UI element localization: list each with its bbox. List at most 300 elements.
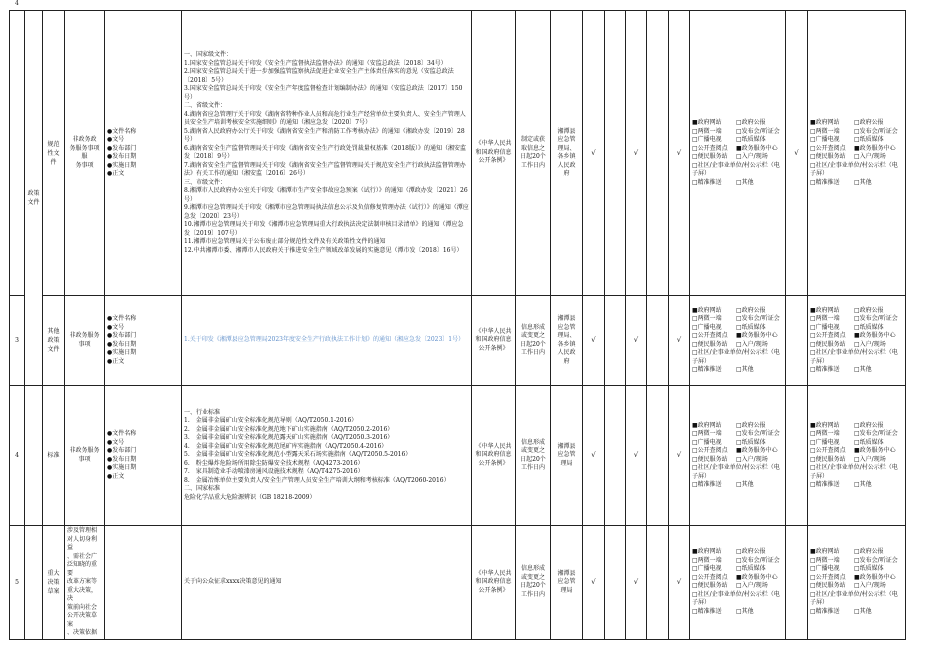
channel-option: □精准推送 — [810, 481, 840, 488]
channel-line — [810, 548, 903, 557]
channel-option: □发布会/听证会 — [736, 556, 780, 564]
check-cell: √ — [669, 296, 690, 386]
channel-option: ■政务服务中心 — [736, 447, 778, 454]
check-cell — [605, 11, 626, 296]
channels-cell — [808, 386, 906, 526]
channel-line — [810, 153, 903, 162]
channel-line — [810, 430, 903, 439]
content-cell — [182, 296, 472, 386]
basis-cell — [472, 526, 516, 640]
fields-cell — [105, 386, 182, 526]
content-line: 2.国家安全监管总局关于进一步加强监管监察执法促进企业安全生产主体责任落实的意见（安监总政法〔2018〕5号） — [184, 68, 454, 84]
agency-cell — [551, 296, 583, 386]
content-line: 1.国家安全监管总局关于印发《安全生产监督执法监督办法》的通知（安监总政法〔2018〕34号） — [184, 59, 447, 67]
cell-text: 湘潭县 应急管 理局 — [557, 442, 576, 467]
channel-option: □社区/企事业单位/村公示栏（电子屏） — [692, 349, 780, 365]
content-line: 7.湖南省安全生产监督管理局关于印发《湖南省安全生产监督管理局关于规范安全生产行政执法监督管理办法》有关工作的通知（湘安监〔2016〕26号） — [184, 161, 466, 177]
table-row — [10, 11, 906, 296]
channel-line — [692, 456, 783, 465]
channels-cell — [690, 296, 786, 386]
channel-line — [692, 565, 783, 574]
content-line: 三、市级文件： — [184, 178, 227, 186]
content-line: 3. 金属非金属矿山安全标准化规范露天矿山实施指南（AQ/T2050.3-2016） — [184, 434, 394, 442]
channel-option: □其他 — [736, 481, 754, 488]
channel-option: □两微一端 — [810, 127, 840, 135]
channel-line — [810, 591, 903, 608]
content-line: 一、行业标准 — [184, 408, 221, 416]
channel-option: □广播电视 — [810, 323, 840, 331]
channel-line — [810, 447, 903, 456]
channel-option: □便民服务站 — [692, 340, 728, 348]
channel-line — [810, 557, 903, 566]
channel-option: □纸质媒体 — [736, 438, 766, 446]
channel-option: □政府公报 — [736, 421, 766, 429]
channel-option: □其他 — [854, 178, 872, 186]
cell-text: 涉及管理相对人切身利益 、需社会广泛知晓的重要 改革方案等重大决策，决 策前向社会公开决策草案 、决策依据 — [67, 527, 98, 636]
field-item: ●发布部门 — [107, 332, 137, 339]
field-item: ●正文 — [107, 357, 125, 365]
channel-option: □纸质媒体 — [854, 136, 884, 143]
channel-line — [810, 481, 903, 490]
channel-option: ■政府网站 — [810, 119, 840, 126]
channel-option: □广播电视 — [692, 323, 722, 331]
channel-option: □两微一端 — [810, 315, 840, 322]
channel-line — [810, 439, 903, 448]
cell-text: 《中华人民共 和国政府信息 公开条例》 — [475, 140, 512, 165]
channel-option: ■政务服务中心 — [854, 144, 896, 152]
field-item: ●实施日期 — [107, 464, 137, 471]
channel-option: □其他 — [736, 366, 754, 373]
channel-option: □广播电视 — [692, 136, 722, 143]
content-line: 一、国家级文件： — [184, 51, 233, 58]
channel-option: □两微一端 — [692, 430, 722, 437]
channel-option: ■政府网站 — [692, 421, 722, 429]
channel-option: ■政务服务中心 — [854, 332, 896, 339]
category-cell — [25, 386, 43, 526]
channel-option: □入户/现场 — [736, 582, 768, 590]
channel-line — [692, 324, 783, 333]
check-cell — [647, 386, 669, 526]
check-cell: √ — [626, 11, 647, 296]
channel-line — [692, 591, 783, 608]
content-line: 1. 金属非金属矿山安全标准化规范导则（AQ/T2050.1-2016） — [184, 417, 358, 425]
channel-option: □两微一端 — [692, 315, 722, 322]
channel-line — [692, 128, 783, 137]
basis-cell — [472, 386, 516, 526]
channel-option: □入户/现场 — [854, 455, 886, 463]
element-cell — [65, 526, 105, 640]
field-item: ●文件名称 — [107, 430, 137, 437]
content-line: 2. 金属非金属矿山安全标准化规范地下矿山实施指南（AQ/T2050.2-2016） — [184, 425, 394, 433]
field-item: ●正文 — [107, 472, 125, 480]
cell-text: 制定或获 取信息之 日起20个 工作日内 — [520, 136, 546, 169]
channel-option: □精准推送 — [692, 481, 722, 488]
field-item: ●实施日期 — [107, 349, 137, 356]
content-line: 7. 家具制造业手动喷漆房通风设施技术规程（AQ/T4275-2016） — [184, 468, 364, 476]
timeline-cell — [516, 296, 551, 386]
fields-cell — [105, 296, 182, 386]
channel-line — [692, 179, 783, 188]
field-item: ●发布部门 — [107, 447, 137, 454]
third-check-cell: √ — [786, 11, 808, 296]
fields-cell — [105, 11, 182, 296]
channel-option: □纸质媒体 — [854, 438, 884, 446]
check-cell: √ — [626, 386, 647, 526]
channel-line — [810, 582, 903, 591]
channel-line — [692, 608, 783, 617]
content-line: 4. 金属非金属矿山安全标准化规范尾矿库实施指南（AQ/T2050.4-2016） — [184, 442, 388, 450]
cell-text: 其他 政策 文件 — [47, 328, 60, 353]
cell-text: 信息形成 或变更之 日起20个 工作日内 — [520, 565, 546, 598]
channel-option: □入户/现场 — [736, 340, 768, 348]
channel-option: ■政府网站 — [692, 306, 722, 314]
check-cell: √ — [626, 526, 647, 640]
channels-cell — [808, 11, 906, 296]
channel-option: □公开查阅点 — [810, 332, 846, 339]
channel-option: □社区/企事业单位/村公示栏（电子屏） — [692, 161, 780, 177]
channel-option: ■政务服务中心 — [736, 332, 778, 339]
element-cell — [65, 11, 105, 296]
channel-option: □两微一端 — [810, 556, 840, 564]
channel-option: □入户/现场 — [736, 455, 768, 463]
channel-option: □社区/企事业单位/村公示栏（电子屏） — [692, 590, 780, 607]
field-item: ●发布日期 — [107, 153, 137, 160]
channel-line — [810, 341, 903, 350]
channel-option: □精准推送 — [692, 607, 722, 615]
channel-line — [810, 128, 903, 137]
subject-cell — [43, 11, 65, 296]
channel-option: □政府公报 — [736, 548, 766, 556]
third-check-cell — [786, 296, 808, 386]
channel-line — [692, 307, 783, 316]
channel-option: □便民服务站 — [810, 455, 846, 463]
agency-cell — [551, 526, 583, 640]
content-line: 3.国家安全监管总局关于印发《安全生产年度监督检查计划编制办法》的通知（安监总政法〔2017〕150号） — [184, 85, 463, 101]
channel-line — [810, 324, 903, 333]
channel-option: □纸质媒体 — [736, 565, 766, 573]
content-line: 5.湖南省人民政府办公厅关于印发《湖南省安全生产和消防工作考核办法》的通知（湘政办发〔2019〕28号） — [184, 127, 465, 143]
channel-option: □入户/现场 — [854, 340, 886, 348]
cell-text: 湘潭县 应急管 理局 — [557, 569, 576, 594]
third-check-cell — [786, 526, 808, 640]
channel-option: □广播电视 — [692, 565, 722, 573]
channel-line — [810, 136, 903, 145]
cell-text: 非政务服务 事项 — [69, 332, 100, 348]
channel-option: ■政务服务中心 — [854, 573, 896, 581]
channel-option: □公开查阅点 — [810, 447, 846, 454]
channel-line — [692, 574, 783, 583]
check-cell: √ — [583, 296, 605, 386]
channel-line — [692, 349, 783, 366]
table-row — [10, 296, 906, 386]
row-index: 4 — [10, 386, 25, 526]
channel-option: □广播电视 — [692, 438, 722, 446]
channel-line — [692, 439, 783, 448]
channels-cell — [808, 526, 906, 640]
channel-option: ■政府网站 — [692, 119, 722, 126]
channel-line — [692, 366, 783, 375]
channel-option: ■政务服务中心 — [854, 447, 896, 454]
cell-text: 规范 性文 件 — [47, 140, 60, 166]
field-item: ●文件名称 — [107, 127, 137, 135]
element-cell — [65, 296, 105, 386]
subject-cell — [43, 296, 65, 386]
channel-line — [810, 608, 903, 617]
channel-option: ■政府网站 — [810, 306, 840, 314]
channel-option: □入户/现场 — [854, 582, 886, 590]
channel-option: ■政府网站 — [810, 421, 840, 429]
check-cell: √ — [669, 386, 690, 526]
basis-cell — [472, 11, 516, 296]
field-item: ●文号 — [107, 136, 125, 143]
check-cell — [605, 526, 626, 640]
channel-option: □发布会/听证会 — [736, 127, 780, 135]
channels-cell — [808, 296, 906, 386]
channel-option: □入户/现场 — [736, 153, 768, 160]
field-item: ●文件名称 — [107, 315, 137, 322]
check-cell — [605, 386, 626, 526]
channel-option: □纸质媒体 — [736, 323, 766, 331]
channel-option: □社区/企事业单位/村公示栏（电子屏） — [810, 590, 898, 607]
channel-line — [810, 332, 903, 341]
channel-option: □两微一端 — [692, 127, 722, 135]
content-line: 8.湘潭市人民政府办公室关于印发《湘潭市生产安全事故应急预案（试行）》的通知（潭政办发〔2021〕26号） — [184, 187, 468, 203]
channel-line — [692, 422, 783, 431]
channel-line — [692, 582, 783, 591]
timeline-cell — [516, 386, 551, 526]
channel-line — [692, 430, 783, 439]
channel-option: □精准推送 — [810, 366, 840, 373]
channel-option: □政府公报 — [854, 421, 884, 429]
channels-cell — [690, 386, 786, 526]
basis-cell — [472, 296, 516, 386]
channel-option: □政府公报 — [854, 119, 884, 126]
channel-option: □发布会/听证会 — [854, 127, 898, 135]
channel-line — [810, 574, 903, 583]
channel-option: □精准推送 — [810, 607, 840, 615]
channel-option: ■政务服务中心 — [736, 144, 778, 152]
cell-text: 湘潭县 应急管 理局、 各乡镇 人民政 府 — [557, 127, 576, 177]
element-cell — [65, 386, 105, 526]
channels-cell — [690, 526, 786, 640]
content-cell — [182, 11, 472, 296]
channel-option: □精准推送 — [692, 366, 722, 373]
channel-line — [692, 315, 783, 324]
channel-option: □便民服务站 — [692, 153, 728, 160]
channel-line — [810, 119, 903, 128]
channel-line — [810, 349, 903, 366]
channel-option: □纸质媒体 — [736, 136, 766, 143]
channel-option: ■政府网站 — [692, 548, 722, 556]
channel-option: □公开查阅点 — [810, 144, 846, 152]
channel-option: □两微一端 — [810, 430, 840, 437]
channel-line — [810, 179, 903, 188]
channel-line — [692, 447, 783, 456]
content-line: 4.湖南省应急管理厅关于印发《湖南省特种作业人员和高危行业生产经营单位主要负责人、安全生产管理人员安全生产培训考核安全实施细则》的通知（湘应急发〔2020〕7号） — [184, 110, 466, 126]
channel-line — [692, 481, 783, 490]
channel-option: □其他 — [854, 481, 872, 488]
channel-line — [692, 557, 783, 566]
channel-line — [692, 332, 783, 341]
channel-option: □社区/企事业单位/村公示栏（电子屏） — [810, 349, 898, 365]
channel-line — [810, 307, 903, 316]
content-line: 10.湘潭市应急管理局关于印发《湘潭市应急管理局重大行政执法决定法制审核目录清单》的通知（潭应急发〔2019〕107号） — [184, 221, 464, 237]
channel-option: □便民服务站 — [810, 153, 846, 160]
content-line: 8. 金属冶炼单位主要负责人/安全生产管理人员安全生产培训大纲和考核标准（AQ/T2060-2016） — [184, 476, 450, 484]
top-mark: 4 — [15, 0, 19, 7]
check-cell: √ — [583, 11, 605, 296]
check-cell — [605, 296, 626, 386]
channel-option: □纸质媒体 — [854, 565, 884, 573]
channel-option: □社区/企事业单位/村公示栏（电子屏） — [810, 464, 898, 480]
channel-line — [692, 136, 783, 145]
cell-text: 非政务政 务服务事项服 务事项 — [69, 136, 100, 169]
channel-option: □其他 — [854, 607, 872, 615]
category-label: 政策 文件 — [27, 190, 40, 206]
field-item: ●发布日期 — [107, 455, 137, 463]
table-row — [10, 386, 906, 526]
check-cell: √ — [669, 11, 690, 296]
cell-text: 重大 决策 草案 — [47, 569, 60, 595]
channel-option: □公开查阅点 — [692, 332, 728, 339]
channel-option: □精准推送 — [810, 178, 840, 186]
channel-option: □便民服务站 — [692, 582, 728, 590]
channel-option: □政府公报 — [736, 119, 766, 126]
fields-cell — [105, 526, 182, 640]
disclosure-table — [9, 10, 906, 640]
cell-text: 湘潭县 应急管 理局、 各乡镇 人民政 府 — [557, 315, 576, 365]
timeline-cell — [516, 526, 551, 640]
row-index — [10, 11, 25, 296]
channel-option: □发布会/听证会 — [854, 315, 898, 322]
channel-line — [810, 422, 903, 431]
agency-cell — [551, 11, 583, 296]
channel-line — [692, 341, 783, 350]
channel-option: □便民服务站 — [810, 340, 846, 348]
channel-line — [810, 456, 903, 465]
channel-option: □公开查阅点 — [810, 573, 846, 581]
content-line: 6.湖南省安全生产监督管理局关于印发《湖南省安全生产行政处罚裁量权基准（2018版）》的通知（湘安监发〔2018〕9号） — [184, 144, 466, 160]
content-line: 9.湘潭市应急管理局关于印发《湘潭市应急管理局执法信息公示及负信修复管理办法（试行）》的通知（潭应急发〔2020〕23号） — [184, 204, 469, 220]
check-cell — [647, 11, 669, 296]
cell-text: 非政务服务 事项 — [69, 447, 100, 463]
channel-option: □其他 — [736, 178, 754, 186]
channel-line — [692, 119, 783, 128]
channel-option: □广播电视 — [810, 565, 840, 573]
channel-option: □广播电视 — [810, 136, 840, 143]
channel-option: □其他 — [736, 607, 754, 615]
subject-cell — [43, 526, 65, 640]
channel-option: □公开查阅点 — [692, 573, 728, 581]
channel-option: □便民服务站 — [692, 455, 728, 463]
channel-option: □政府公报 — [736, 306, 766, 314]
channel-line — [810, 145, 903, 154]
content-line: 二、国家标准 — [184, 485, 221, 493]
content-cell — [182, 526, 472, 640]
timeline-cell — [516, 11, 551, 296]
channel-line — [692, 145, 783, 154]
channel-line — [692, 162, 783, 179]
check-cell: √ — [626, 296, 647, 386]
channel-option: □入户/现场 — [854, 153, 886, 160]
third-check-cell — [786, 386, 808, 526]
cell-text: 《中华人民共 和国政府信息 公开条例》 — [475, 442, 512, 467]
row-index: 3 — [10, 296, 25, 386]
content-line: 12.中共湘潭市委、湘潭市人民政府关于推进安全生产领域改革发展的实施意见（潭市发〔2018〕16号） — [184, 246, 463, 254]
check-cell: √ — [583, 526, 605, 640]
cell-text: 信息形成 或变更之 日起20个 工作日内 — [520, 438, 546, 471]
cell-text: 《中华人民共 和国政府信息 公开条例》 — [475, 327, 512, 352]
channel-option: □社区/企事业单位/村公示栏（电子屏） — [692, 464, 780, 480]
check-cell — [647, 526, 669, 640]
channel-line — [810, 565, 903, 574]
channel-option: □公开查阅点 — [692, 144, 728, 152]
agency-cell — [551, 386, 583, 526]
channel-option: □纸质媒体 — [854, 323, 884, 331]
check-cell: √ — [583, 386, 605, 526]
channel-option: □精准推送 — [692, 178, 722, 186]
channel-line — [810, 366, 903, 375]
channel-option: ■政务服务中心 — [736, 573, 778, 581]
channel-option: □发布会/听证会 — [736, 430, 780, 437]
content-line: 关于向公众征求xxxx决策意见的通知 — [184, 578, 282, 585]
field-item: ●文号 — [107, 438, 125, 446]
content-line: 5. 金属非金属矿山安全标准化规范小型露天采石场实施指南（AQ/T2050.5-2016） — [184, 451, 412, 459]
channel-line — [810, 464, 903, 481]
content-line: 6. 粉尘爆炸危险场所用除尘防爆安全技术规程（AQ4273-2016） — [184, 459, 364, 467]
content-line: 二、省级文件： — [184, 102, 227, 109]
field-item: ●正文 — [107, 170, 125, 177]
channel-line — [692, 153, 783, 162]
cell-text: 《中华人民共 和国政府信息 公开条例》 — [475, 569, 512, 594]
field-item: ●发布日期 — [107, 340, 137, 348]
field-item: ●发布部门 — [107, 144, 137, 152]
cell-text: 标准 — [47, 452, 60, 459]
channel-option: ■政府网站 — [810, 548, 840, 556]
field-item: ●文号 — [107, 323, 125, 331]
check-cell — [647, 296, 669, 386]
channel-option: □政府公报 — [854, 306, 884, 314]
content-cell — [182, 386, 472, 526]
cell-text: 信息形成 或变更之 日起20个 工作日内 — [520, 323, 546, 356]
table-row — [10, 526, 906, 640]
channel-line — [810, 162, 903, 179]
document-link[interactable]: 1.关于印发《湘潭县应急管理局2023年度安全生产行政执法工作计划》的通知（湘应急发〔2023〕1号） — [184, 336, 465, 344]
channel-option: □发布会/听证会 — [854, 556, 898, 564]
channel-option: □广播电视 — [810, 438, 840, 446]
row-index: 5 — [10, 526, 25, 640]
check-cell: √ — [669, 526, 690, 640]
channel-line — [692, 548, 783, 557]
channel-line — [692, 464, 783, 481]
channel-option: □社区/企事业单位/村公示栏（电子屏） — [810, 161, 898, 177]
channel-option: □两微一端 — [692, 556, 722, 564]
channel-option: □其他 — [854, 366, 872, 373]
channel-option: □发布会/听证会 — [854, 430, 898, 437]
channel-option: □发布会/听证会 — [736, 315, 780, 322]
category-cell — [25, 11, 43, 386]
channel-line — [810, 315, 903, 324]
content-line: 11.湘潭市应急管理局关于公布废止部分规范性文件及有关政策性文件的通知 — [184, 238, 386, 245]
subject-cell — [43, 386, 65, 526]
channel-option: □便民服务站 — [810, 582, 846, 590]
channel-option: □公开查阅点 — [692, 447, 728, 454]
category-cell — [25, 526, 43, 640]
field-item: ●实施日期 — [107, 161, 137, 169]
channel-option: □政府公报 — [854, 548, 884, 556]
content-line: 危险化学品重大危险源辨识（GB 18218-2009） — [184, 493, 316, 501]
channels-cell — [690, 11, 786, 296]
